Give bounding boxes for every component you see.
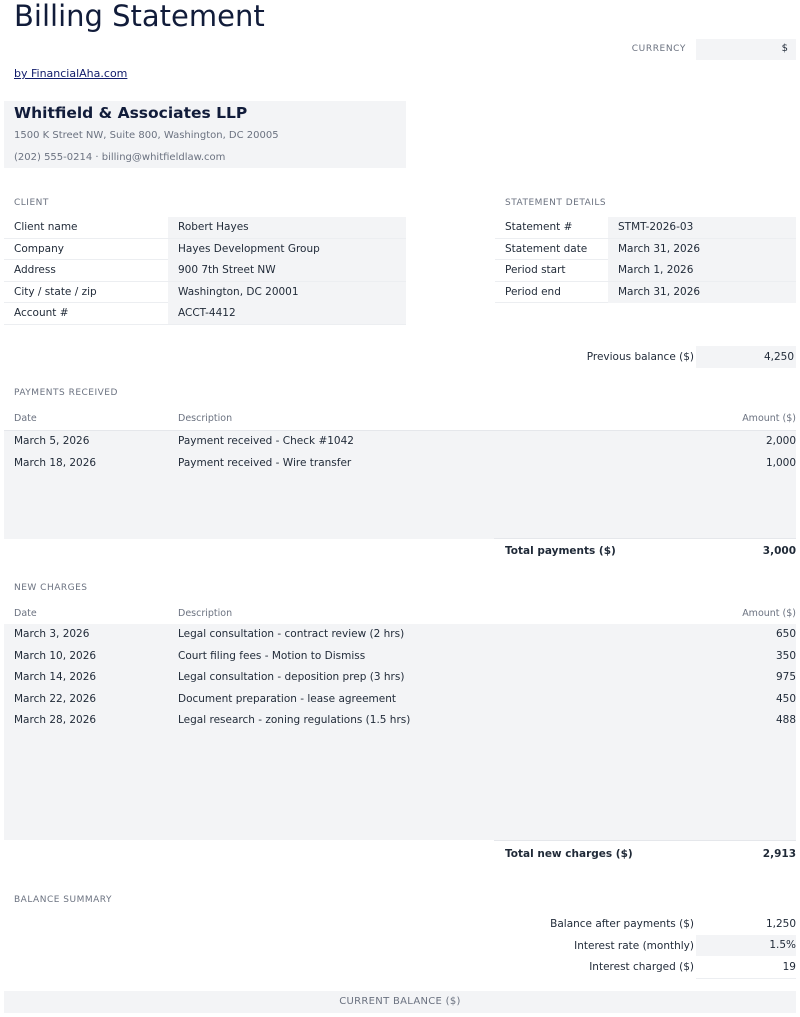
current-balance-label: CURRENT BALANCE ($) (339, 996, 461, 1007)
charge-description: Legal consultation - contract review (2 hrs) (178, 628, 405, 640)
client-account-field[interactable] (168, 303, 406, 324)
payments-total-label: Total payments ($) (505, 545, 616, 557)
byline-link[interactable]: by FinancialAha.com (14, 67, 128, 80)
previous-balance-label: Previous balance ($) (586, 351, 694, 363)
firm-info-box (4, 101, 406, 168)
charges-total-value: 2,913 (762, 848, 796, 860)
charge-amount: 975 (775, 671, 796, 684)
charges-col-description: Description (178, 608, 233, 619)
firm-contact: (202) 555-0214 · billing@whitfieldlaw.com (14, 152, 226, 163)
charge-amount: 450 (775, 692, 796, 705)
statement-row (495, 282, 796, 304)
statement-date-field[interactable] (608, 239, 796, 260)
firm-address: 1500 K Street NW, Suite 800, Washington, DC 20005 (14, 130, 279, 141)
payments-col-amount: Amount ($) (742, 413, 796, 424)
table-row[interactable] (4, 646, 796, 668)
client-row-label: Company (14, 242, 64, 255)
currency-field[interactable] (696, 39, 796, 60)
client-row-value: ACCT-4412 (178, 307, 236, 320)
client-row (4, 217, 406, 239)
client-row-value: Washington, DC 20001 (178, 285, 299, 298)
client-row-value: 900 7th Street NW (178, 264, 276, 277)
balance-after-payments-label: Balance after payments ($) (550, 918, 694, 930)
client-row-label: City / state / zip (14, 285, 97, 298)
statement-number-field[interactable] (608, 217, 796, 238)
firm-name: Whitfield & Associates LLP (14, 104, 248, 122)
payments-section-label: PAYMENTS RECEIVED (14, 388, 118, 398)
charge-amount: 488 (775, 714, 796, 727)
interest-charged-field (696, 957, 796, 979)
previous-balance-value: 4,250 (763, 351, 794, 363)
charges-total-row (494, 840, 796, 865)
client-row-label: Address (14, 264, 56, 277)
statement-row-label: Period start (505, 264, 566, 277)
current-balance-bar (4, 991, 796, 1013)
payment-amount: 2,000 (765, 435, 796, 447)
client-row (4, 303, 406, 325)
charge-description: Legal consultation - deposition prep (3 hrs) (178, 671, 405, 684)
client-row-label: Client name (14, 221, 78, 233)
charges-table (4, 624, 796, 840)
currency-label: CURRENCY (631, 44, 686, 54)
interest-rate-field[interactable] (696, 935, 796, 956)
charges-section-label: NEW CHARGES (14, 583, 88, 593)
charge-description: Document preparation - lease agreement (178, 692, 397, 705)
client-section-label: CLIENT (14, 198, 49, 208)
client-row-value: Robert Hayes (178, 221, 249, 233)
client-row (4, 282, 406, 304)
charge-date: March 3, 2026 (14, 628, 90, 640)
client-city-field[interactable] (168, 282, 406, 303)
interest-charged-label: Interest charged ($) (589, 961, 694, 973)
statement-row (495, 239, 796, 261)
statement-row-value: March 31, 2026 (618, 285, 701, 298)
interest-rate-value: 1.5% (769, 939, 796, 951)
charge-date: March 10, 2026 (14, 649, 97, 662)
client-row-label: Account # (14, 307, 69, 320)
charge-date: March 28, 2026 (14, 714, 97, 727)
page-title: Billing Statement (14, 0, 265, 33)
payment-date: March 5, 2026 (14, 435, 90, 447)
statement-row-label: Statement # (505, 221, 573, 233)
statement-row-label: Statement date (505, 242, 588, 255)
balance-after-payments-value: 1,250 (765, 918, 796, 930)
payments-col-description: Description (178, 413, 233, 424)
table-row[interactable] (4, 667, 796, 689)
charge-amount: 350 (775, 649, 796, 662)
charges-col-date: Date (14, 608, 37, 619)
client-row (4, 239, 406, 261)
client-row-value: Hayes Development Group (178, 242, 320, 255)
period-start-field[interactable] (608, 260, 796, 281)
balance-after-payments-field (696, 914, 796, 936)
charge-amount: 650 (775, 628, 796, 640)
payments-total-value: 3,000 (762, 545, 796, 557)
charges-col-amount: Amount ($) (742, 608, 796, 619)
statement-row-label: Period end (505, 285, 561, 298)
table-row[interactable] (4, 453, 796, 475)
charge-date: March 14, 2026 (14, 671, 97, 684)
payments-col-date: Date (14, 413, 37, 424)
client-row (4, 260, 406, 282)
client-name-field[interactable] (168, 217, 406, 238)
payments-table (4, 430, 796, 539)
summary-section-label: BALANCE SUMMARY (14, 895, 112, 905)
table-row[interactable] (4, 431, 796, 453)
interest-charged-value: 19 (782, 961, 796, 973)
statement-row-value: March 31, 2026 (618, 242, 701, 255)
client-company-field[interactable] (168, 239, 406, 260)
payment-description: Payment received - Check #1042 (178, 435, 354, 447)
charges-total-label: Total new charges ($) (505, 848, 633, 860)
statement-row (495, 260, 796, 282)
charge-description: Court filing fees - Motion to Dismiss (178, 649, 366, 662)
table-row[interactable] (4, 624, 796, 646)
charge-description: Legal research - zoning regulations (1.5 hrs) (178, 714, 411, 727)
interest-rate-label: Interest rate (monthly) (574, 940, 694, 952)
previous-balance-field[interactable] (696, 346, 796, 368)
statement-row (495, 217, 796, 239)
charge-date: March 22, 2026 (14, 692, 97, 705)
payment-date: March 18, 2026 (14, 456, 97, 469)
period-end-field[interactable] (608, 282, 796, 303)
payment-description: Payment received - Wire transfer (178, 456, 352, 469)
currency-value: $ (781, 43, 788, 54)
table-row[interactable] (4, 689, 796, 711)
payments-total-row (494, 538, 796, 563)
table-row[interactable] (4, 710, 796, 732)
payment-amount: 1,000 (765, 456, 796, 469)
statement-section-label: STATEMENT DETAILS (505, 198, 607, 208)
statement-row-value: STMT-2026-03 (618, 221, 694, 233)
client-address-field[interactable] (168, 260, 406, 281)
statement-row-value: March 1, 2026 (618, 264, 694, 277)
